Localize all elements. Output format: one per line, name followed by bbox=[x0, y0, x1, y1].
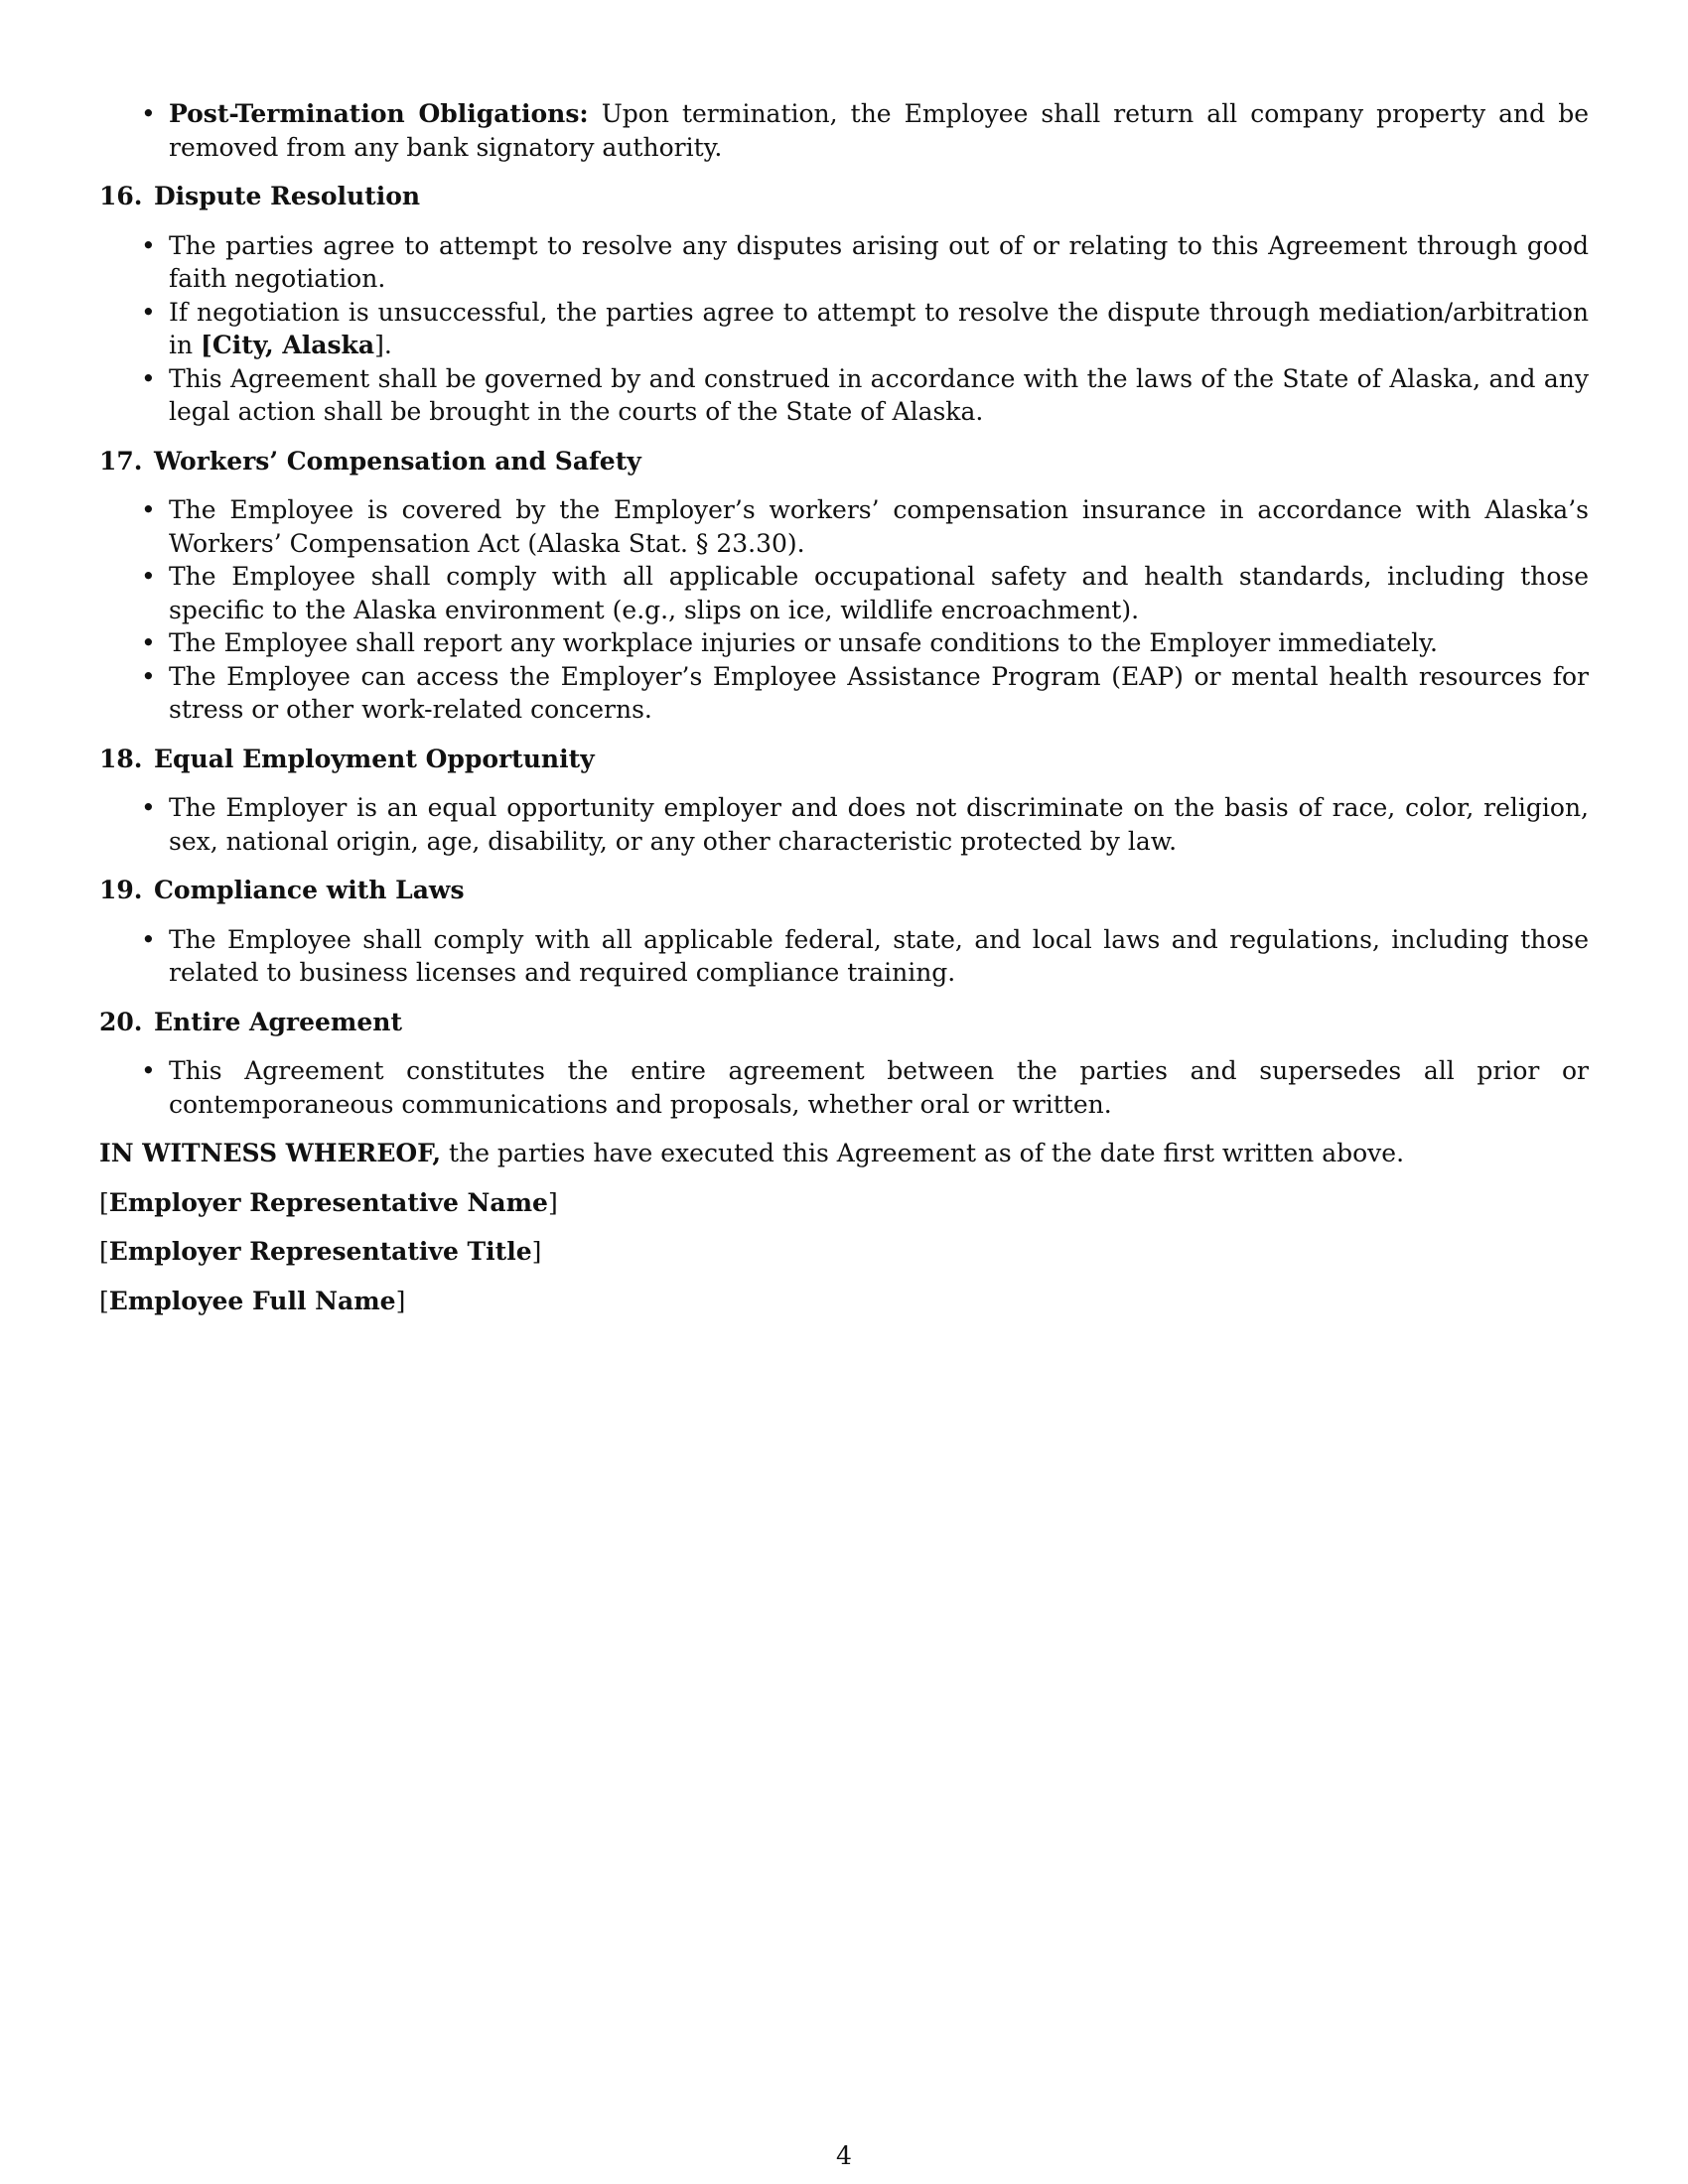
intro-list bbox=[99, 97, 1589, 164]
item-text: If negotiation is unsuccessful, the parties agree to attempt to resolve the dispute through mediation/arbitration in bbox=[169, 297, 1589, 359]
section-number: 20. bbox=[99, 1007, 143, 1036]
section-heading bbox=[99, 874, 1589, 907]
section-18 bbox=[99, 743, 1589, 859]
section-number: 16. bbox=[99, 182, 143, 210]
section-title: Entire Agreement bbox=[154, 1007, 402, 1036]
section-list bbox=[99, 229, 1589, 429]
witness-text: the parties have executed this Agreement as of the date first written above. bbox=[441, 1139, 1405, 1167]
section-heading bbox=[99, 743, 1589, 776]
item-text-after: . bbox=[383, 331, 392, 359]
list-item: • The Employee can access the Employer’s Employee Assistance Program (EAP) or mental health resources for stress or other work-related concerns. bbox=[99, 660, 1589, 727]
signature-employer-title: [Employer Representative Title] bbox=[99, 1237, 542, 1266]
section-17 bbox=[99, 445, 1589, 727]
signature-label: Employee Full Name bbox=[108, 1286, 396, 1315]
list-item: • If negotiation is unsuccessful, the parties agree to attempt to resolve the dispute through mediation/arbitration in [City, Alaska]. bbox=[99, 296, 1589, 362]
document-page bbox=[99, 97, 1589, 1317]
section-number: 19. bbox=[99, 876, 143, 904]
section-list bbox=[99, 791, 1589, 858]
placeholder-city: City, Alaska bbox=[211, 331, 375, 359]
signature-label: Employer Representative Name bbox=[108, 1187, 548, 1217]
list-item: • The Employee is covered by the Employer’s workers’ compensation insurance in accordance with Alaska’s Workers’ Compensation Act (Alaska Stat. § 23.30). bbox=[99, 493, 1589, 560]
section-title: Equal Employment Opportunity bbox=[154, 744, 595, 773]
section-list bbox=[99, 923, 1589, 990]
list-item bbox=[99, 97, 1589, 164]
section-heading bbox=[99, 1006, 1589, 1039]
list-item: • The Employee shall comply with all applicable federal, state, and local laws and regulations, including those related to business licenses and required compliance training. bbox=[99, 923, 1589, 990]
section-list bbox=[99, 493, 1589, 727]
list-item: • This Agreement constitutes the entire agreement between the parties and supersedes all prior or contemporaneous communications and proposals, whether oral or written. bbox=[99, 1054, 1589, 1121]
list-item: • The Employee shall comply with all applicable occupational safety and health standards, including those specific to the Alaska environment (e.g., slips on ice, wildlife encroachment). bbox=[99, 560, 1589, 626]
signature-label: Employer Representative Title bbox=[108, 1237, 532, 1266]
section-title: Dispute Resolution bbox=[154, 182, 421, 210]
signature-employer-name: [Employer Representative Name] bbox=[99, 1187, 558, 1217]
section-heading bbox=[99, 180, 1589, 213]
section-20 bbox=[99, 1006, 1589, 1122]
section-heading bbox=[99, 445, 1589, 478]
witness-paragraph bbox=[99, 1137, 1589, 1170]
witness-lead: IN WITNESS WHEREOF, bbox=[99, 1139, 442, 1167]
page-number: 4 bbox=[836, 2141, 852, 2170]
signature-employee-name: [Employee Full Name] bbox=[99, 1286, 406, 1315]
list-item: • This Agreement shall be governed by and construed in accordance with the laws of the State of Alaska, and any legal action shall be brought in the courts of the State of Alaska. bbox=[99, 362, 1589, 429]
item-text: Upon termination, the Employee shall return all company property and be removed from any bank signatory authority. bbox=[169, 99, 1590, 162]
section-19 bbox=[99, 874, 1589, 990]
list-item: • The Employer is an equal opportunity employer and does not discriminate on the basis of race, color, religion, sex, national origin, age, disability, or any other characteristic protected by law. bbox=[99, 791, 1589, 858]
section-title: Compliance with Laws bbox=[154, 876, 465, 904]
list-item: • The parties agree to attempt to resolve any disputes arising out of or relating to this Agreement through good faith negotiation. bbox=[99, 229, 1589, 296]
item-lead: Post-Termination Obligations: bbox=[169, 99, 589, 128]
list-item: • The Employee shall report any workplace injuries or unsafe conditions to the Employer immediately. bbox=[99, 626, 1589, 660]
section-16 bbox=[99, 180, 1589, 429]
section-title: Workers’ Compensation and Safety bbox=[154, 446, 641, 476]
section-list bbox=[99, 1054, 1589, 1121]
section-number: 18. bbox=[99, 744, 143, 773]
section-number: 17. bbox=[99, 446, 143, 476]
